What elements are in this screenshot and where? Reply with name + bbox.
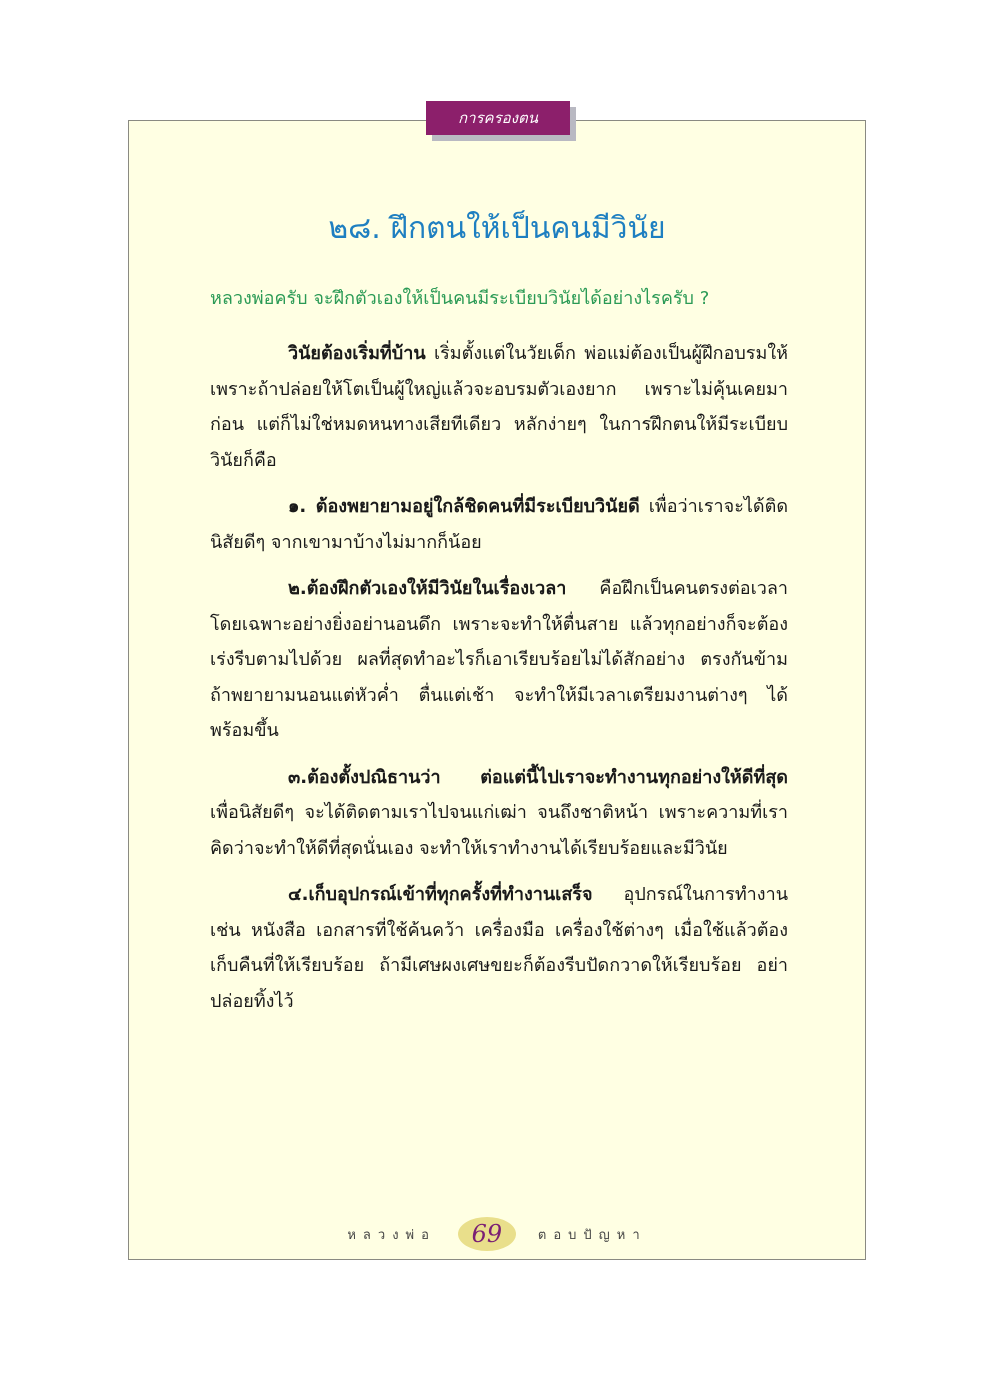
paragraph-1-text: เริ่มตั้งแต่ในวัยเด็ก พ่อแม่ต้องเป็นผู้ฝึกอบรมให้ เพราะถ้าปล่อยให้โตเป็นผู้ใหญ่แล้วจะอบรมตัวเองยาก เพราะไม่คุ้นเคยมาก่อน แต่ก็ไม่ใช่หมดหนทางเสียทีเดียว หลักง่ายๆ ในการฝึกตนให้มีระเบียบวินัยก็คือ [210, 343, 788, 471]
paragraph-1-lead: วินัยต้องเริ่มที่บ้าน [288, 343, 426, 364]
paragraph-4 [210, 760, 788, 867]
paragraph-4-lead: ๓.ต้องตั้งปณิธานว่า ต่อแต่นี้ไปเราจะทำงานทุกอย่างให้ดีที่สุด [288, 766, 788, 788]
paragraph-2-text: เพื่อว่าเราจะได้ติดนิสัยดีๆ จากเขามาบ้างไม่มากก็น้อย [210, 496, 789, 553]
section-tab [426, 101, 576, 141]
page-number: 69 [458, 1217, 516, 1251]
paragraph-3-text: คือฝึกเป็นคนตรงต่อเวลา โดยเฉพาะอย่างยิ่งอย่านอนดึก เพราะจะทำให้ตื่นสาย แล้วทุกอย่างก็จะต้องเร่งรีบตามไปด้วย ผลที่สุดทำอะไรก็เอาเรียบร้อยไม่ได้สักอย่าง ตรงกันข้ามถ้าพยายามนอนแต่หัวค่ำ ตื่นแต่เช้า จะทำให้มีเวลาเตรียมงานต่างๆ ได้พร้อมขึ้น [210, 578, 788, 741]
paragraph-1 [210, 336, 788, 478]
page-footer [128, 1214, 866, 1254]
question-text: หลวงพ่อครับ จะฝึกตัวเองให้เป็นคนมีระเบียบวินัยได้อย่างไรครับ ? [210, 288, 710, 309]
footer-left-text: หลวงพ่อ [347, 1227, 436, 1243]
paragraph-3-lead: ๒.ต้องฝึกตัวเองให้มีวินัยในเรื่องเวลา [288, 578, 567, 599]
paragraph-5-lead: ๔.เก็บอุปกรณ์เข้าที่ทุกครั้งที่ทำงานเสร็จ [288, 884, 593, 905]
paragraph-2 [210, 489, 788, 560]
section-tab-label: การครองตน [426, 101, 570, 135]
paragraph-3 [210, 571, 788, 749]
paragraph-5-text: อุปกรณ์ในการทำงาน เช่น หนังสือ เอกสารที่ใช้ค้นคว้า เครื่องมือ เครื่องใช้ต่างๆ เมื่อใช้แล้วต้องเก็บคืนที่ให้เรียบร้อย ถ้ามีเศษผงเศษขยะก็ต้องรีบปัดกวาดให้เรียบร้อย อย่าปล่อยทิ้งไว้ [210, 884, 788, 1012]
paragraph-2-lead: ๑. ต้องพยายามอยู่ใกล้ชิดคนที่มีระเบียบวินัยดี [288, 496, 640, 517]
footer-right-text: ตอบปัญหา [537, 1227, 647, 1243]
paragraph-4-text: เพื่อนิสัยดีๆ จะได้ติดตามเราไปจนแก่เฒ่า จนถึงชาติหน้า เพราะความที่เราคิดว่าจะทำให้ดีที่สุดนั่นเอง จะทำให้เราทำงานได้เรียบร้อยและมีวินัย [210, 802, 788, 859]
article-body [210, 336, 788, 1030]
paragraph-5 [210, 877, 788, 1019]
page-title: ๒๘. ฝึกตนให้เป็นคนมีวินัย [328, 211, 666, 246]
